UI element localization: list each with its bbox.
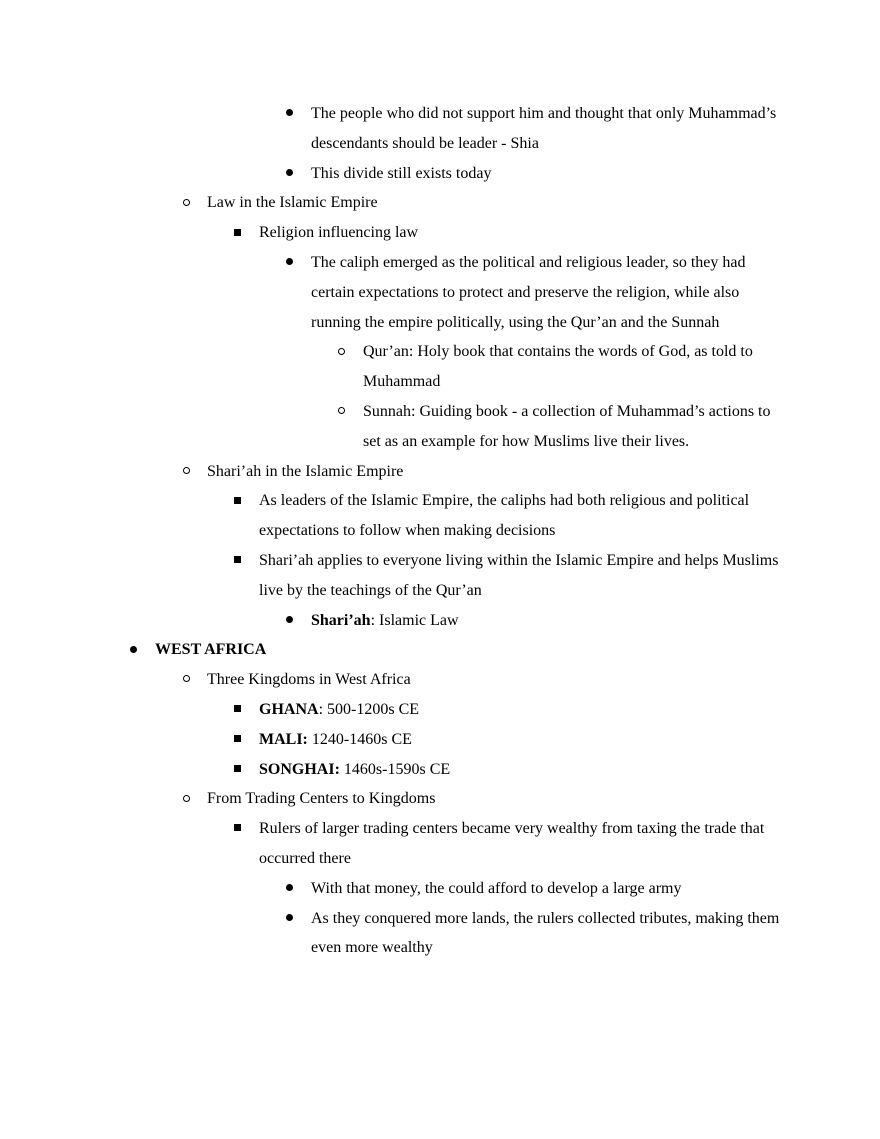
list-item (0, 814, 785, 874)
list-item (0, 725, 785, 755)
list-item (0, 695, 785, 725)
list-item (0, 546, 785, 606)
list-item (0, 486, 785, 546)
list-item-text: Shari’ah applies to everyone living within the Islamic Empire and helps Muslims live by the teachings of the Qur’an (259, 551, 779, 599)
list-item-text: The people who did not support him and thought that only Muhammad’s descendants should be leader - Shia (311, 105, 777, 152)
bullet-circle-icon (178, 188, 194, 218)
list-item (0, 665, 785, 695)
bullet-square-icon (229, 546, 245, 576)
bullet-disc-icon (281, 874, 297, 904)
list-item-text: As leaders of the Islamic Empire, the caliphs had both religious and political expectations to follow when making decisions (259, 492, 750, 540)
bullet-circle-icon (178, 784, 194, 814)
list-item-text: Sunnah: Guiding book - a collection of Muhammad’s actions to set as an example for how Muslims live their lives. (363, 402, 771, 450)
list-item-text: Three Kingdoms in West Africa (207, 671, 411, 689)
list-item-bold-label: WEST AFRICA (155, 641, 267, 659)
list-item-text: As they conquered more lands, the rulers collected tributes, making them even more wealthy (311, 909, 780, 957)
list-item-text: This divide still exists today (311, 164, 492, 182)
list-item (0, 874, 785, 904)
list-item (0, 218, 785, 248)
list-item (0, 337, 785, 397)
list-item-text: : 500-1200s CE (318, 700, 420, 718)
bullet-square-icon (229, 695, 245, 725)
bullet-circle-icon (178, 665, 194, 695)
bullet-square-icon (229, 725, 245, 755)
list-item (0, 188, 785, 218)
list-item-text: The caliph emerged as the political and religious leader, so they had certain expectations to protect and preserve the religion, while also running the empire politically, using the Qur’an and the Sunnah (311, 253, 746, 331)
list-item (0, 784, 785, 814)
list-item-text: Law in the Islamic Empire (207, 194, 378, 212)
list-item (0, 904, 785, 964)
list-item (0, 755, 785, 785)
list-item-bold-label: Shari’ah (311, 611, 371, 629)
list-item-text: : Islamic Law (370, 611, 459, 629)
bullet-disc-icon (125, 635, 141, 665)
list-item (0, 99, 785, 159)
list-item-text: Rulers of larger trading centers became very wealthy from taxing the trade that occurred there (259, 820, 765, 867)
list-item (0, 635, 785, 665)
bullet-circle-icon (178, 457, 194, 487)
bullet-square-icon (229, 814, 245, 844)
list-item-text: From Trading Centers to Kingdoms (207, 790, 436, 808)
list-item (0, 606, 785, 636)
list-item-bold-label: SONGHAI: (259, 760, 340, 778)
bullet-disc-icon (281, 99, 297, 129)
bullet-circle-icon (333, 397, 349, 427)
list-item-text: 1460s-1590s CE (339, 760, 451, 778)
bullet-disc-icon (281, 606, 297, 636)
list-item (0, 457, 785, 487)
list-item-text: Shari’ah in the Islamic Empire (207, 462, 404, 480)
bullet-disc-icon (281, 159, 297, 189)
list-item (0, 397, 785, 457)
bullet-circle-icon (333, 337, 349, 367)
list-item-bold-label: MALI: (259, 730, 308, 748)
document-page (0, 99, 785, 963)
list-item (0, 159, 785, 189)
bullet-disc-icon (281, 904, 297, 934)
bullet-square-icon (229, 218, 245, 248)
list-item-text: With that money, the could afford to develop a large army (311, 879, 682, 897)
list-item-bold-label: GHANA (259, 700, 319, 718)
list-item-text: Qur’an: Holy book that contains the words of God, as told to Muhammad (363, 343, 753, 391)
list-item (0, 248, 785, 337)
list-item-text: 1240-1460s CE (307, 730, 412, 748)
bullet-square-icon (229, 755, 245, 785)
bullet-disc-icon (281, 248, 297, 278)
bullet-square-icon (229, 486, 245, 516)
list-item-text: Religion influencing law (259, 224, 419, 242)
